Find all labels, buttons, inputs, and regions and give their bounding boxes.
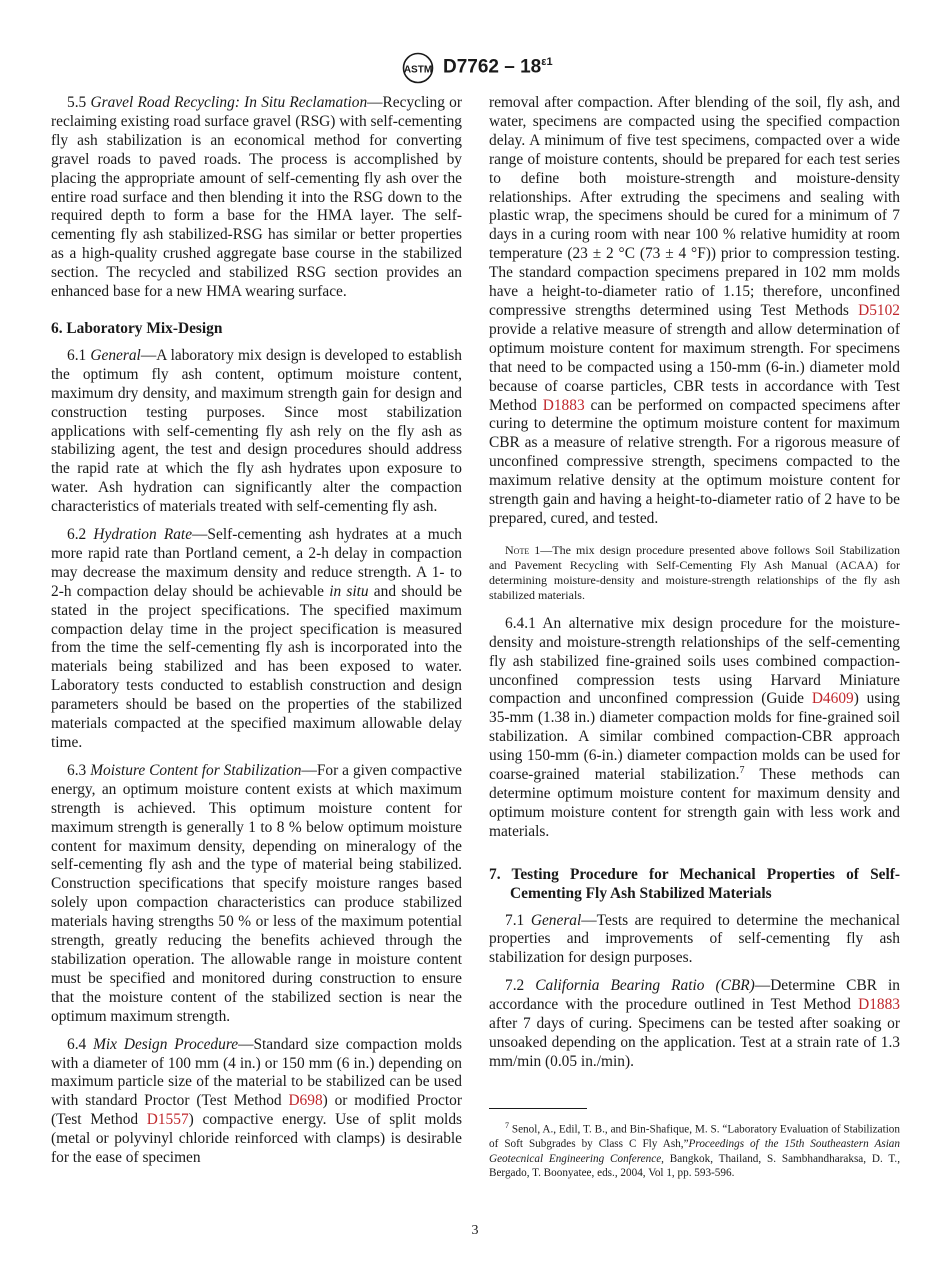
- svg-text:ASTM: ASTM: [403, 64, 433, 76]
- footnote-divider: [489, 1108, 587, 1109]
- footnote-body: , Bangkok, Thailand, S. Sambhandharaksa, D. T., Bergado, T. Boonyatee, eds., 2004, Vol 1, pp. 593-596.: [489, 1152, 900, 1180]
- para-num: 6.4.1: [505, 614, 536, 632]
- paragraph-6-1: [51, 347, 462, 517]
- para-body: —Recycling or reclaiming existing road surface gravel (RSG) with self-cementing fly ash stabilization is an economical method for converting gravel roads to paved roads. The process is accomplished by placing the appropriate amount of self-cementing fly ash over the entire road surface and then blending it into the RSG down to the required depth to form a base for the HMA layer. The self-cementing fly ash stabilized-RSG has similar or better properties as a high-quality crushed aggregate base course in the stabilized section. The recycled and stabilized RSG section provides an enhanced base for a new HMA wearing surface.: [51, 94, 462, 301]
- para-body: These methods can determine optimum moisture content for maximum density and optimum moisture content for strength gain with less work and materials.: [489, 766, 900, 840]
- paragraph-6-4-continued: [489, 94, 900, 529]
- para-num: 7.2: [505, 977, 525, 995]
- para-emphasis: in situ: [329, 582, 369, 600]
- para-body: —Determine CBR in accordance with the procedure outlined in Test Method: [489, 977, 900, 1014]
- page-header: [0, 52, 950, 84]
- para-body: —Self-cementing ash hydrates at a much more rapid rate than Portland cement, a 2-h delay in compaction may decrease the maximum density and reduce strength. A 1- to 2-h compaction delay should be achievable: [51, 526, 462, 600]
- para-body: ) or modified Proctor (Test Method: [51, 1092, 462, 1129]
- link-d4609[interactable]: D4609: [811, 690, 854, 708]
- para-title: General: [530, 911, 582, 929]
- para-title: Mix Design Procedure: [93, 1035, 239, 1053]
- link-d1883[interactable]: D1883: [858, 996, 900, 1014]
- section-heading-7: [489, 866, 900, 904]
- para-title: Moisture Content for Stabilization: [90, 761, 302, 779]
- section-num: 7.: [489, 865, 501, 883]
- footnote-body: Senol, A., Edil, T. B., and Bin-Shafique, M. S. “Laboratory Evaluation of Stabilization of Soft Subgrades by Class C Fly Ash,”: [489, 1123, 900, 1151]
- footnote-7: [489, 1119, 900, 1181]
- paragraph-6-2: [51, 526, 462, 753]
- para-body: can be performed on compacted specimens after curing to determine the optimum moisture content for maximum CBR as a measure of relative strength. For a rigorous measure of unconfined compressive strength, specimens compacted to the maximum relative density at the optimum moisture content for strength gain and having a height-to-diameter ratio of 2 have to be prepared, cured, and tested.: [489, 396, 900, 527]
- para-body: An alternative mix design procedure for the moisture-density and moisture-strength relationships of the self-cementing fly ash stabilized fine-grained soils uses combined compaction-unconfined compression tests using Harvard Miniature compaction and unconfined compression (Guide: [489, 614, 900, 708]
- page-number: 3: [471, 1223, 479, 1238]
- para-title: Hydration Rate: [93, 526, 193, 544]
- para-body: —Tests are required to determine the mechanical properties and improvements of self-cementing fly ash stabilization for design purposes.: [489, 911, 901, 967]
- para-title: California Bearing Ratio (CBR): [535, 977, 755, 995]
- para-num: 5.5: [67, 94, 87, 111]
- para-num: 6.2: [67, 526, 87, 544]
- para-body: —A laboratory mix design is developed to establish the optimum fly ash content, optimum moisture content, maximum dry density, and maximum strength gain for design and construction testing purposes. Since most stabilization applications with self-cementing fly ash rely on the fly ash as stabilizing agent, the test and design procedures should address the rapid rate at which the fly ash hydrates upon exposure to water. Ash hydration can significantly alter the compaction characteristics of materials treated with self-cementing fly ash.: [51, 346, 462, 516]
- link-d1557[interactable]: D1557: [146, 1111, 189, 1129]
- section-heading-6: 6. Laboratory Mix-Design: [51, 319, 223, 337]
- note-label: Note 1: [505, 542, 541, 557]
- para-title: General: [90, 346, 141, 364]
- link-d5102[interactable]: D5102: [858, 301, 900, 319]
- para-body: removal after compaction. After blending of the soil, fly ash, and water, specimens are compacted using the specified compaction delay. A minimum of five test specimens, compacted over a wide range of moisture contents, should be prepared for each test series to define both moisture-strength and moisture-density relationships. After extruding the specimens and sealing with plastic wrap, the specimens should be cured for a minimum of 7 days in a curing room with near 100 % relative humidity at room temperature (23 ± 2 °C (73 ± 4 °F)) prior to compression testing. The standard compaction specimens prepared in 102 mm molds have a height-to-diameter ratio of 1.15; therefore, unconfined compressive strengths determined using Test Methods: [489, 94, 900, 319]
- paragraph-7-1: [489, 912, 900, 969]
- paragraph-6-4: [51, 1036, 462, 1168]
- note-1: [489, 543, 900, 603]
- paragraph-6-3: [51, 762, 462, 1027]
- left-column: [51, 94, 462, 1177]
- para-num: 6.3: [67, 761, 87, 779]
- link-d698[interactable]: D698: [288, 1092, 323, 1110]
- para-num: 6.1: [67, 346, 87, 364]
- footnote-emphasis: Proceedings of the 15th Southeastern Asian Geotecnical Engineering Conference: [489, 1138, 900, 1165]
- paragraph-7-2: [489, 977, 900, 1072]
- para-body: and should be stated in the project specifications. The specified maximum compaction delay time in the project specification is measured from the time the self-cementing fly ash is incorporated into the materials being stabilized and has been exposed to water. Laboratory tests conducted to establish construction and design parameters should be based on the properties of the stabilized materials compacted at the specified maximum allowable delay time.: [51, 582, 462, 751]
- section-title: Testing Procedure for Mechanical Properties of Self-Cementing Fly Ash Stabilized Materials: [510, 865, 901, 902]
- para-body: ) compactive energy. Use of split molds (metal or polyvinyl chloride reinforced with clamps) is desirable for the ease of specimen: [51, 1111, 463, 1167]
- footnote-ref-7[interactable]: 7: [739, 764, 745, 776]
- para-body: —For a given compactive energy, an optimum moisture content exists at which maximum strength is achieved. This optimum moisture content for maximum strength is generally 1 to 8 % below optimum moisture content for maximum density, depending on mineralogy of the self-cementing fly ash and the type of material being stabilized. Construction specifications that specify moisture ranges based solely upon compaction characteristics can produce stabilized materials having strengths 50 % or less of the maximum potential strength, greatly reducing the benefits achieved through the stabilization operation. The allowable range in moisture content must be specified and monitored during construction to ensure that the moisture content of the stabilized section is near the optimum maximum strength.: [51, 761, 462, 1025]
- note-body: —The mix design procedure presented above follows Soil Stabilization and Pavement Recycling with Self-Cementing Fly Ash Manual (ACAA) for determining moisture-density and moisture-strength relationships of the fly ash stabilized materials.: [489, 542, 900, 602]
- designation-epsilon: ε1: [541, 56, 553, 68]
- para-num: 7.1: [505, 911, 525, 929]
- designation-number: D7762 – 18: [443, 56, 542, 78]
- para-body: provide a relative measure of strength and allow determination of optimum moisture content for maximum strength. For specimens that need to be compacted using a 150-mm (6-in.) diameter mold because of coarse particles, CBR tests in accordance with Test Method: [489, 320, 900, 414]
- paragraph-5-5: [51, 94, 462, 302]
- para-body: after 7 days of curing. Specimens can be tested after soaking or unsoaked depending on the application. Test at a strain rate of 1.3 mm/min (0.05 in./min).: [489, 1015, 900, 1070]
- paragraph-6-4-1: [489, 615, 900, 842]
- para-body: ) using 35-mm (1.38 in.) diameter compaction molds for fine-grained soil stabilization. A similar combined compaction-CBR approach using 150-mm (6-in.) diameter compaction molds can be used for coarse-grained material stabilization.: [489, 690, 900, 784]
- para-num: 6.4: [67, 1035, 87, 1053]
- para-title: Gravel Road Recycling: In Situ Reclamation: [90, 94, 368, 111]
- standard-designation: [443, 56, 553, 78]
- link-d1883[interactable]: D1883: [542, 396, 585, 414]
- footnote-num: 7: [505, 1120, 509, 1130]
- right-column: [489, 94, 900, 1181]
- para-body: —Standard size compaction molds with a diameter of 100 mm (4 in.) or 150 mm (6 in.) depending on maximum particle size of the material to be stabilized can be used with standard Proctor (Test Method: [51, 1035, 462, 1110]
- astm-logo-icon: [400, 52, 436, 84]
